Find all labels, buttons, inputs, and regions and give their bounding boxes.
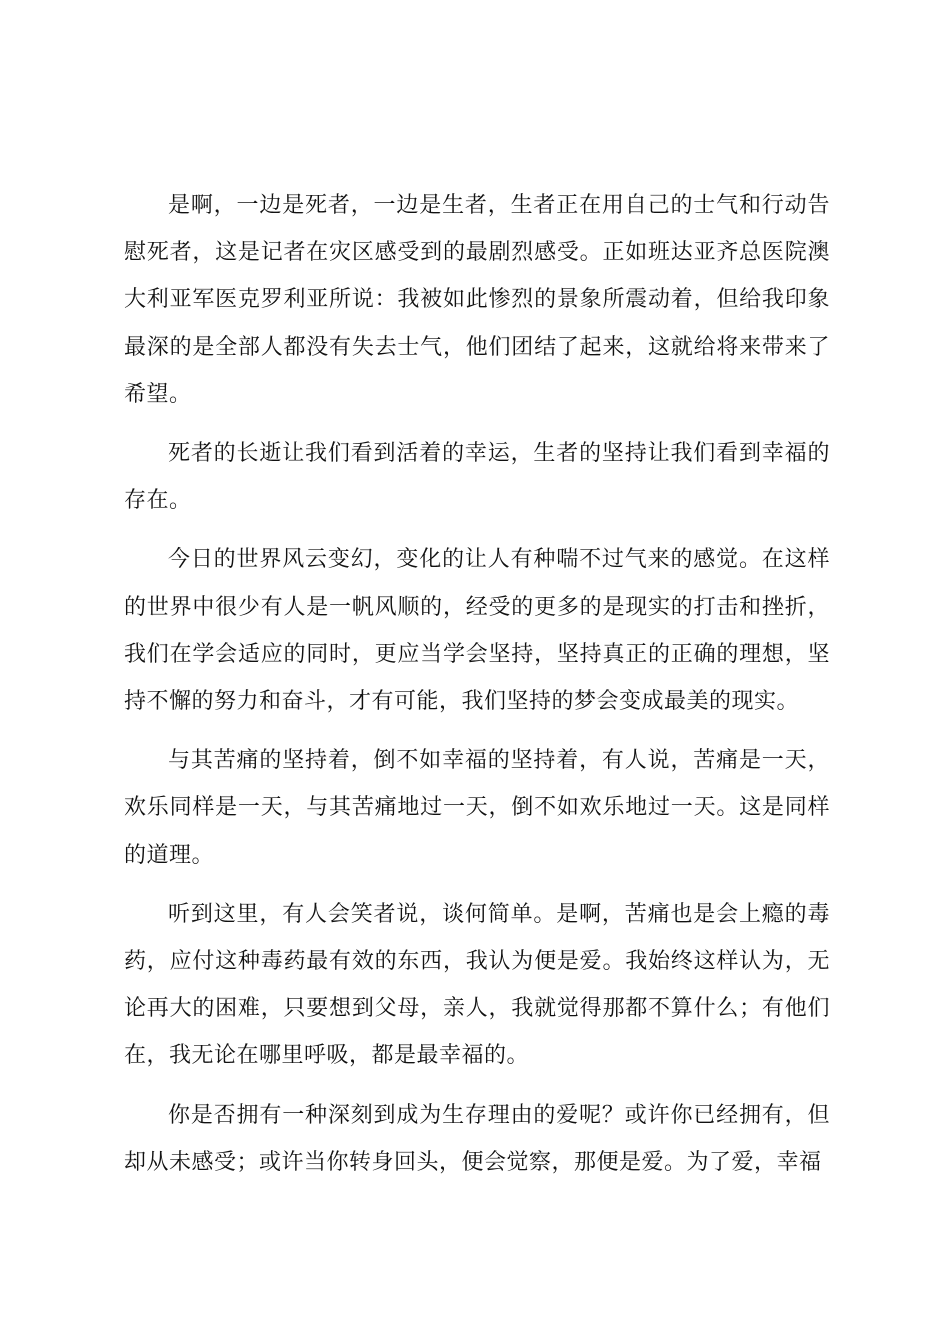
document-body xyxy=(124,182,830,1198)
paragraph-2: 死者的长逝让我们看到活着的幸运，生者的坚持让我们看到幸福的存在。 xyxy=(124,441,830,514)
paragraph-6: 你是否拥有一种深刻到成为生存理由的爱呢？或许你已经拥有，但却从未感受；或许当你转身回头，便会觉察，那便是爱。为了爱，幸福 xyxy=(124,1102,830,1175)
paragraph-5: 听到这里，有人会笑者说，谈何简单。是啊，苦痛也是会上瘾的毒药，应付这种毒药最有效的东西，我认为便是爱。我始终这样认为，无论再大的困难，只要想到父母，亲人，我就觉得那都不算什么；有他们在，我无论在哪里呼吸，都是最幸福的。 xyxy=(124,901,830,1069)
paragraph-1: 是啊，一边是死者，一边是生者，生者正在用自己的士气和行动告慰死者，这是记者在灾区感受到的最剧烈感受。正如班达亚齐总医院澳大利亚军医克罗利亚所说：我被如此惨烈的景象所震动着，但给我印象最深的是全部人都没有失去士气，他们团结了起来，这就给将来带来了希望。 xyxy=(124,193,830,407)
paragraph-4: 与其苦痛的坚持着，倒不如幸福的坚持着，有人说，苦痛是一天，欢乐同样是一天，与其苦痛地过一天，倒不如欢乐地过一天。这是同样的道理。 xyxy=(124,748,830,868)
paragraph-3: 今日的世界风云变幻，变化的让人有种喘不过气来的感觉。在这样的世界中很少有人是一帆风顺的，经受的更多的是现实的打击和挫折，我们在学会适应的同时，更应当学会坚持，坚持真正的正确的理想，坚持不懈的努力和奋斗，才有可能，我们坚持的梦会变成最美的现实。 xyxy=(124,547,830,715)
